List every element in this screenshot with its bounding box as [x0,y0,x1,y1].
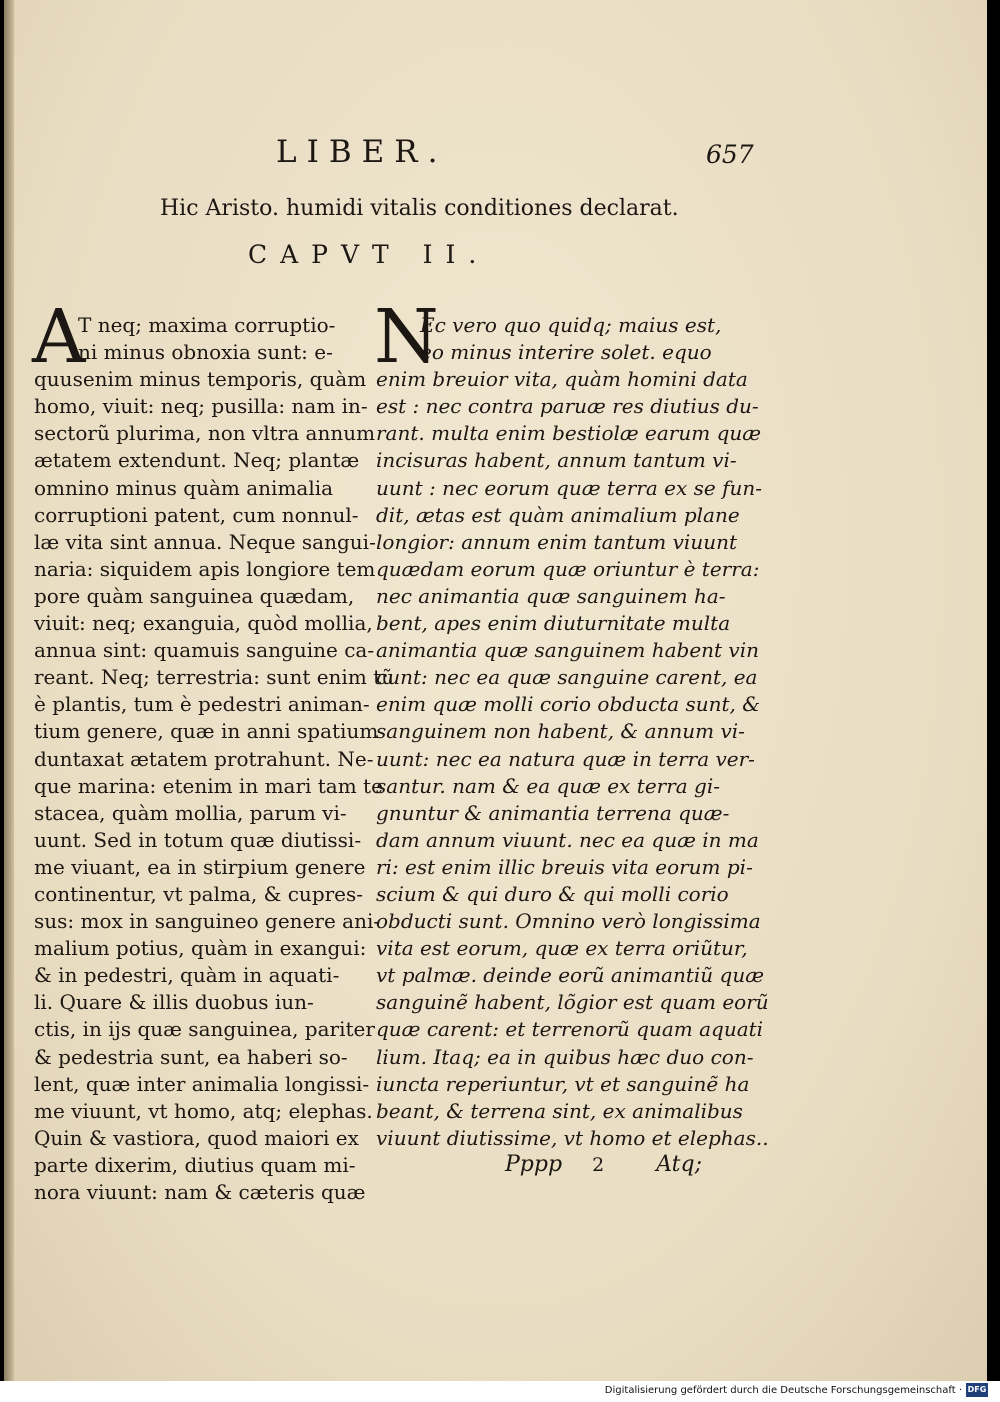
text-line: santur. nam & ea quæ ex terra gi- [376,773,721,798]
text-line: naria: siquidem apis longiore tem [34,556,376,581]
text-line: li. Quare & illis duobus iun- [34,990,314,1015]
text-line: lium. Itaq; ea in quibus hæc duo con- [376,1044,754,1069]
text-line: incisuras habent, annum tantum vi- [376,448,737,473]
text-line: scium & qui duro & qui molli corio [376,881,729,906]
text-line: quædam eorum quæ oriuntur è terra: [376,556,760,581]
text-line: pore quàm sanguinea quædam, [34,583,355,608]
left-text-column [34,312,395,1206]
running-head-title: LIBER. [276,134,448,170]
text-line: me viuunt, vt homo, atq; elephas. [34,1098,373,1123]
text-line: est : nec contra paruæ res diutius du- [376,394,759,419]
text-line: uunt: nec ea natura quæ in terra ver- [376,746,755,771]
text-line: continentur, vt palma, & cupres- [34,881,364,906]
text-line: malium potius, quàm in exangui: [34,936,367,961]
text-line: enim breuior vita, quàm homini data [376,367,748,392]
text-line: vt palmæ. deinde eorũ animantiũ quæ [376,963,765,988]
signature-number: 2 [592,1154,605,1176]
text-line: è plantis, tum è pedestri animan- [34,692,370,717]
text-line: nec animantia quæ sanguinem ha- [376,583,726,608]
text-line: dam annum viuunt. nec ea quæ in ma [376,827,759,852]
text-line: uunt. Sed in totum quæ diutissi- [34,827,362,852]
digitization-credit: Digitalisierung gefördert durch die Deutsche Forschungsgemeinschaft · [604,1385,962,1396]
text-line: nora viuunt: nam & cæteris quæ [34,1180,366,1204]
page-gutter-edge [4,0,14,1381]
text-line: rant. multa enim bestiolæ earum quæ [376,421,762,446]
text-line: sus: mox in sanguineo genere ani- [34,909,381,934]
text-line: annua sint: quamuis sanguine ca- [34,638,375,663]
text-line: T neq; maxima corruptio- [78,313,336,337]
signature-mark: Pppp [505,1152,563,1177]
text-line: longior: annum enim tantum viuunt [376,529,737,554]
dropcap-right: N [374,294,439,380]
text-line: viuit: neq; exanguia, quòd mollia, [34,611,373,636]
text-line: vita est eorum, quæ ex terra oriũtur, [376,936,748,961]
chapter-heading: CAPVT II. [248,240,490,269]
text-line: dit, ætas est quàm animalium plane [376,502,740,527]
text-line: sectorũ plurima, non vltra annum [34,421,376,446]
text-line: que marina: etenim in mari tam te [34,773,383,798]
catchword: Atq; [656,1152,702,1177]
text-line: ctis, in ijs quæ sanguinea, pariter [34,1017,375,1042]
text-line: ætatem extendunt. Neq; plantæ [34,448,360,473]
text-line: ni minus obnoxia sunt: e- [78,340,333,365]
text-line: & pedestria sunt, ea haberi so- [34,1044,348,1069]
text-line: Quin & vastiora, quod maiori ex [34,1125,359,1150]
text-line: læ vita sint annua. Neque sangui- [34,529,376,554]
text-line: gnuntur & animantia terrena quæ- [376,800,730,825]
text-line: tium genere, quæ in anni spatium [34,719,379,744]
dropcap-left: A [32,294,86,380]
text-line: viuunt diutissime, vt homo et elephas.. [376,1125,769,1150]
text-line: ri: est enim illic breuis vita eorum pi- [376,854,753,879]
text-line: omnino minus quàm animalia [34,475,334,500]
text-line: parte dixerim, diutius quam mi- [34,1152,356,1177]
text-line: lent, quæ inter animalia longissi- [34,1071,370,1096]
text-line: quæ carent: et terrenorũ quam aquati [376,1017,764,1042]
text-line: obducti sunt. Omnino verò longissima [376,909,761,934]
text-line: bent, apes enim diuturnitate multa [376,611,731,636]
text-line: homo, viuit: neq; pusilla: nam in- [34,394,368,419]
right-text-column [376,312,769,1152]
text-line: beant, & terrena sint, ex animalibus [376,1098,743,1123]
text-line: iuncta reperiuntur, vt et sanguinẽ ha [376,1071,750,1096]
text-line: & in pedestri, quàm in aquati- [34,963,340,988]
text-line: duntaxat ætatem protrahunt. Ne- [34,746,374,771]
text-line: stacea, quàm mollia, parum vi- [34,800,347,825]
page-footer [505,1152,702,1177]
page-number: 657 [706,140,754,169]
text-line: sanguinẽ habent, lõgior est quam eorũ [376,990,769,1015]
text-line: sanguinem non habent, & annum vi- [376,719,745,744]
text-line: eo minus interire solet. equo [420,340,712,365]
text-line: enim quæ molli corio obducta sunt, & [376,692,761,717]
text-line: quusenim minus temporis, quàm [34,367,367,392]
text-line: me viuant, ea in stirpium genere [34,854,366,879]
dfg-logo: DFG [966,1383,988,1397]
text-line: animantia quæ sanguinem habent vin [376,638,760,663]
text-line: corruptioni patent, cum nonnul- [34,502,359,527]
text-line: uunt : nec eorum quæ terra ex se fun- [376,475,763,500]
text-line: reant. Neq; terrestria: sunt enim tũ [34,665,395,690]
text-line: cunt: nec ea quæ sanguine carent, ea [376,665,758,690]
chapter-summary: Hic Aristo. humidi vitalis conditiones declarat. [160,196,679,221]
text-line: Ec vero quo quidq; maius est, [420,313,722,337]
